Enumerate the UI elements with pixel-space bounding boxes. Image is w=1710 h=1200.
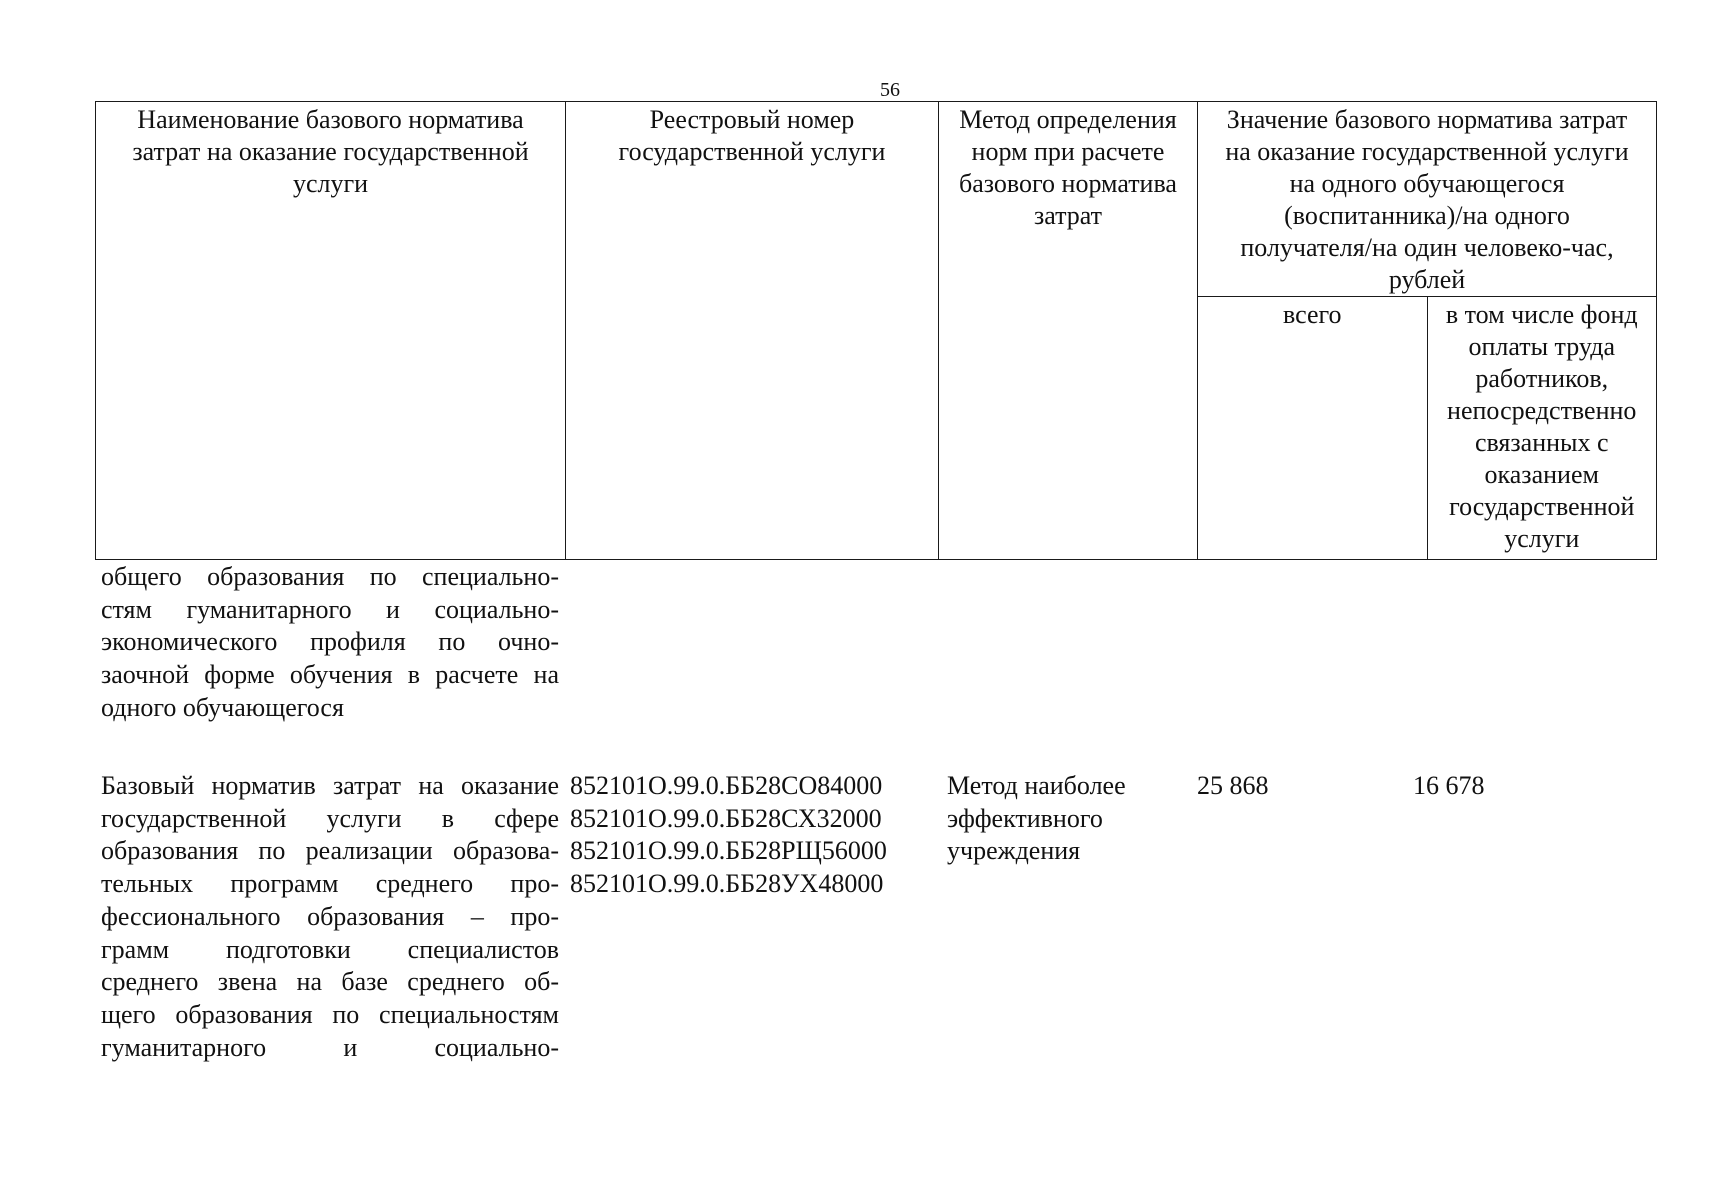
row-service-name: Базовый норматив затрат на оказание государственной услуги в сфере образования по реализации образова- тельных программ среднего про- фессионального образования – про- грамм подготовки специалистов среднего звена на базе среднего об- щего образования по специальностям гуманитарного и социально-	[101, 771, 559, 1062]
header-registry-number: Реестровый номер государственной услуги	[566, 102, 939, 560]
row-method: Метод наиболее эффективного учреждения	[947, 771, 1126, 866]
header-method: Метод определения норм при расчете базового норматива затрат	[939, 102, 1198, 560]
registry-number: 852101О.99.0.ББ28УХ48000	[570, 869, 884, 899]
registry-number: 852101О.99.0.ББ28СХ32000	[570, 803, 882, 833]
header-cost-value-group: Значение базового норматива затрат на оказание государственной услуги на одного обучающегося (воспитанника)/на одного получателя/на один человеко-час, рублей	[1198, 102, 1657, 297]
header-total: всего	[1198, 297, 1428, 560]
cost-standard-table-header	[95, 101, 1657, 560]
registry-number: 852101О.99.0.ББ28СО84000	[570, 771, 883, 800]
registry-number: 852101О.99.0.ББ28РЩ56000	[570, 836, 887, 866]
row-payroll-value: 16 678	[1413, 771, 1485, 800]
header-service-name: Наименование базового норматива затрат на оказание государственной услуги	[96, 102, 566, 560]
row-total-value: 25 868	[1197, 771, 1269, 800]
row-registry-numbers	[570, 770, 940, 901]
continuation-text: общего образования по специально- стям гуманитарного и социально- экономического профиля по очно- заочной форме обучения в расчете на одного обучающегося	[101, 562, 559, 722]
header-payroll: в том числе фонд оплаты труда работников, непосредственно связанных с оказанием государственной услуги	[1427, 297, 1657, 560]
page-number: 56	[880, 79, 900, 101]
